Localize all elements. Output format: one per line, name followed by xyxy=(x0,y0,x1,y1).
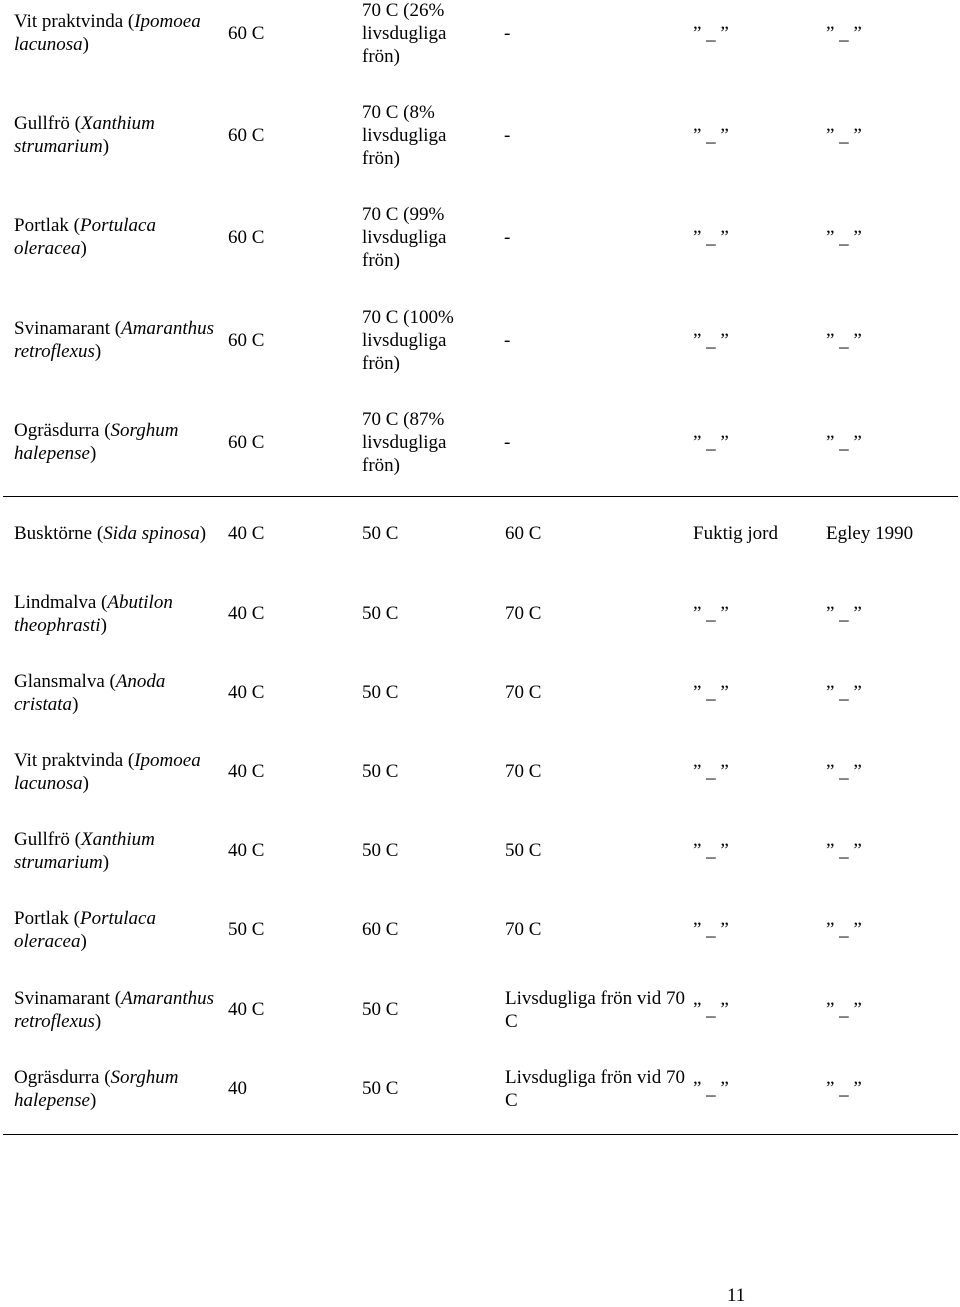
temp-cell-3 xyxy=(505,590,690,637)
temp-cell-2 xyxy=(362,1065,482,1112)
ditto-mark: ” _ ” xyxy=(826,431,862,453)
condition-cell xyxy=(693,306,823,374)
reference-cell xyxy=(826,203,956,271)
species-cell: Gullfrö (Xanthium strumarium) xyxy=(14,113,155,157)
species-latin-name: Ipomoea lacunosa xyxy=(14,11,201,55)
species-latin-name: Portulaca oleracea xyxy=(14,907,156,952)
species-cell: Portlak (Portulaca oleracea) xyxy=(14,907,156,952)
cell-text: 40 C xyxy=(228,682,265,703)
cell-text: 70 C xyxy=(505,603,542,624)
cell-text: 40 C xyxy=(228,840,265,861)
ditto-mark: ” _ ” xyxy=(826,761,862,782)
condition-cell xyxy=(693,408,823,476)
species-cell: Ogräsdurra (Sorghum halepense) xyxy=(14,1066,179,1111)
temp-cell-1 xyxy=(228,748,348,795)
species-common-name: Portlak ( xyxy=(14,215,80,236)
ditto-mark: ” _ ” xyxy=(693,999,729,1020)
ditto-mark: ” _ ” xyxy=(826,22,862,44)
condition-cell xyxy=(693,986,823,1033)
condition-cell xyxy=(693,101,823,169)
ditto-mark: ” _ ” xyxy=(826,1078,862,1099)
temp-cell-3 xyxy=(505,906,690,953)
species-latin-name: Abutilon theophrasti xyxy=(14,591,173,636)
temp-cell-1 xyxy=(228,590,348,637)
table-row xyxy=(0,203,960,271)
table-row xyxy=(0,1065,960,1112)
temp-cell-2 xyxy=(362,590,482,637)
page-number: 11 xyxy=(727,1285,746,1306)
temp-cell-2 xyxy=(362,0,482,66)
cell-text: 60 C xyxy=(228,22,265,44)
species-latin-name: Sorghum halepense xyxy=(14,420,179,464)
ditto-mark: ” _ ” xyxy=(826,840,862,861)
temp-cell-1 xyxy=(228,408,348,476)
condition-cell xyxy=(693,669,823,716)
ditto-mark: ” _ ” xyxy=(693,761,729,782)
species-common-name: Gullfrö ( xyxy=(14,113,82,134)
ditto-mark: ” _ ” xyxy=(693,124,729,146)
cell-text: 70 C xyxy=(505,919,542,940)
temp-cell-3 xyxy=(505,827,690,874)
temp-cell-1 xyxy=(228,669,348,716)
ditto-mark: ” _ ” xyxy=(693,840,729,861)
reference-cell xyxy=(826,510,956,557)
table-row xyxy=(0,669,960,716)
cell-text: 40 C xyxy=(228,603,265,624)
reference-cell xyxy=(826,408,956,476)
cell-text: 50 C xyxy=(362,603,399,624)
condition-cell xyxy=(693,590,823,637)
species-common-name: Busktörne ( xyxy=(14,523,104,544)
cell-text: 40 C xyxy=(228,999,265,1020)
ditto-mark: ” _ ” xyxy=(693,329,729,351)
cell-text: 50 C xyxy=(362,840,399,861)
temp-cell-1 xyxy=(228,0,348,66)
cell-text: 40 xyxy=(228,1078,247,1099)
table-row xyxy=(0,101,960,169)
ditto-mark: ” _ ” xyxy=(693,226,729,248)
species-common-name: Ogräsdurra ( xyxy=(14,1066,111,1088)
species-cell: Vit praktvinda (Ipomoea lacunosa) xyxy=(14,11,201,55)
temp-cell-2 xyxy=(362,510,482,557)
species-common-name: Svinamarant ( xyxy=(14,318,122,339)
ditto-mark: ” _ ” xyxy=(826,226,862,248)
ditto-mark: ” _ ” xyxy=(826,919,862,940)
temp-cell-2 xyxy=(362,306,482,374)
table-row xyxy=(0,0,960,66)
cell-text: 70 C (87% livsdugliga frön) xyxy=(362,408,447,476)
reference-cell xyxy=(826,306,956,374)
species-common-name: Ogräsdurra ( xyxy=(14,420,111,441)
temp-cell-2 xyxy=(362,408,482,476)
species-latin-name: Anoda cristata xyxy=(14,670,166,715)
table-row xyxy=(0,590,960,637)
temp-cell-2 xyxy=(362,101,482,169)
temp-cell-2 xyxy=(362,748,482,795)
temp-cell-1 xyxy=(228,827,348,874)
condition-cell xyxy=(693,510,823,557)
species-common-name: Gullfrö ( xyxy=(14,828,82,850)
temp-cell-3 xyxy=(504,0,689,66)
reference-cell xyxy=(826,748,956,795)
ditto-mark: ” _ ” xyxy=(693,919,729,940)
species-common-name: Vit praktvinda ( xyxy=(14,11,135,32)
cell-text: Livsdugliga frön vid 70 C xyxy=(505,1066,685,1111)
table-row xyxy=(0,827,960,874)
cell-text: 50 C xyxy=(505,840,542,861)
ditto-mark: ” _ ” xyxy=(826,329,862,351)
species-latin-name: Amaranthus retroflexus xyxy=(14,318,215,362)
ditto-mark: ” _ ” xyxy=(693,431,729,453)
temp-cell-3 xyxy=(504,101,689,169)
temp-cell-2 xyxy=(362,906,482,953)
species-cell: Ogräsdurra (Sorghum halepense) xyxy=(14,420,179,464)
species-cell: Svinamarant (Amaranthus retroflexus) xyxy=(14,987,215,1032)
reference-cell xyxy=(826,669,956,716)
species-latin-name: Amaranthus retroflexus xyxy=(14,987,215,1032)
cell-text: 40 C xyxy=(228,523,265,544)
table-row xyxy=(0,306,960,374)
table-divider xyxy=(3,496,958,497)
temp-cell-2 xyxy=(362,669,482,716)
species-cell: Portlak (Portulaca oleracea) xyxy=(14,215,156,259)
ditto-mark: ” _ ” xyxy=(693,22,729,44)
cell-text: 40 C xyxy=(228,761,265,782)
temp-cell-1 xyxy=(228,306,348,374)
temp-cell-3 xyxy=(504,203,689,271)
table-row xyxy=(0,986,960,1033)
cell-text: 70 C (26% livsdugliga frön) xyxy=(362,0,447,67)
temp-cell-2 xyxy=(362,203,482,271)
cell-text: 70 C xyxy=(505,682,542,703)
species-latin-name: Xanthium strumarium xyxy=(14,828,155,873)
species-latin-name: Portulaca oleracea xyxy=(14,215,156,259)
species-cell: Gullfrö (Xanthium strumarium) xyxy=(14,828,155,873)
condition-cell xyxy=(693,0,823,66)
species-cell: Glansmalva (Anoda cristata) xyxy=(14,670,166,715)
cell-text: 60 C xyxy=(362,919,399,940)
reference-cell xyxy=(826,1065,956,1112)
table-row xyxy=(0,906,960,953)
species-common-name: Vit praktvinda ( xyxy=(14,749,135,771)
reference-cell xyxy=(826,827,956,874)
cell-text: - xyxy=(504,329,511,351)
cell-text: 70 C (99% livsdugliga frön) xyxy=(362,203,447,271)
cell-text: - xyxy=(504,226,511,248)
temp-cell-1 xyxy=(228,906,348,953)
cell-text: Fuktig jord xyxy=(693,523,778,544)
species-cell: Vit praktvinda (Ipomoea lacunosa) xyxy=(14,749,201,794)
temp-cell-3 xyxy=(504,408,689,476)
cell-text: - xyxy=(504,124,511,146)
cell-text: 60 C xyxy=(228,329,265,351)
temp-cell-1 xyxy=(228,510,348,557)
cell-text: 60 C xyxy=(228,226,265,248)
cell-text: - xyxy=(504,431,511,453)
condition-cell xyxy=(693,906,823,953)
cell-text: 60 C xyxy=(505,523,542,544)
cell-text: 70 C (8% livsdugliga frön) xyxy=(362,101,447,169)
table-bottom-rule xyxy=(3,1134,958,1135)
temp-cell-3 xyxy=(505,986,690,1033)
temp-cell-1 xyxy=(228,986,348,1033)
table-row xyxy=(0,510,960,557)
ditto-mark: ” _ ” xyxy=(693,682,729,703)
reference-cell xyxy=(826,986,956,1033)
species-latin-name: Ipomoea lacunosa xyxy=(14,749,201,794)
ditto-mark: ” _ ” xyxy=(826,603,862,624)
cell-text: 50 C xyxy=(362,523,399,544)
temp-cell-1 xyxy=(228,203,348,271)
species-latin-name: Sida spinosa xyxy=(103,523,200,544)
cell-text: Livsdugliga frön vid 70 C xyxy=(505,987,685,1032)
temp-cell-3 xyxy=(505,510,690,557)
ditto-mark: ” _ ” xyxy=(826,682,862,703)
cell-text: Egley 1990 xyxy=(826,523,914,544)
cell-text: 50 C xyxy=(228,919,265,940)
temp-cell-3 xyxy=(505,748,690,795)
cell-text: 60 C xyxy=(228,431,265,453)
species-latin-name: Sorghum halepense xyxy=(14,1066,179,1111)
cell-text: 50 C xyxy=(362,999,399,1020)
temp-cell-2 xyxy=(362,986,482,1033)
cell-text: - xyxy=(504,22,511,44)
condition-cell xyxy=(693,1065,823,1112)
condition-cell xyxy=(693,827,823,874)
species-common-name: Lindmalva ( xyxy=(14,591,108,613)
ditto-mark: ” _ ” xyxy=(693,603,729,624)
cell-text: 60 C xyxy=(228,124,265,146)
temp-cell-1 xyxy=(228,101,348,169)
reference-cell xyxy=(826,0,956,66)
temp-cell-3 xyxy=(505,669,690,716)
species-latin-name: Xanthium strumarium xyxy=(14,113,155,157)
cell-text: 50 C xyxy=(362,761,399,782)
table-row xyxy=(0,408,960,476)
species-cell: Svinamarant (Amaranthus retroflexus) xyxy=(14,318,215,362)
cell-text: 50 C xyxy=(362,1078,399,1099)
temp-cell-3 xyxy=(504,306,689,374)
species-common-name: Svinamarant ( xyxy=(14,987,122,1009)
ditto-mark: ” _ ” xyxy=(826,124,862,146)
cell-text: 70 C (100% livsdugliga frön) xyxy=(362,306,454,374)
ditto-mark: ” _ ” xyxy=(693,1078,729,1099)
ditto-mark: ” _ ” xyxy=(826,999,862,1020)
species-cell: Lindmalva (Abutilon theophrasti) xyxy=(14,591,173,636)
reference-cell xyxy=(826,590,956,637)
cell-text: 50 C xyxy=(362,682,399,703)
temp-cell-2 xyxy=(362,827,482,874)
condition-cell xyxy=(693,203,823,271)
cell-text: 70 C xyxy=(505,761,542,782)
reference-cell xyxy=(826,101,956,169)
species-cell: Busktörne (Sida spinosa) xyxy=(14,523,207,544)
species-common-name: Portlak ( xyxy=(14,907,80,929)
table-row xyxy=(0,748,960,795)
reference-cell xyxy=(826,906,956,953)
temp-cell-1 xyxy=(228,1065,348,1112)
temp-cell-3 xyxy=(505,1065,690,1112)
condition-cell xyxy=(693,748,823,795)
species-common-name: Glansmalva ( xyxy=(14,670,116,692)
